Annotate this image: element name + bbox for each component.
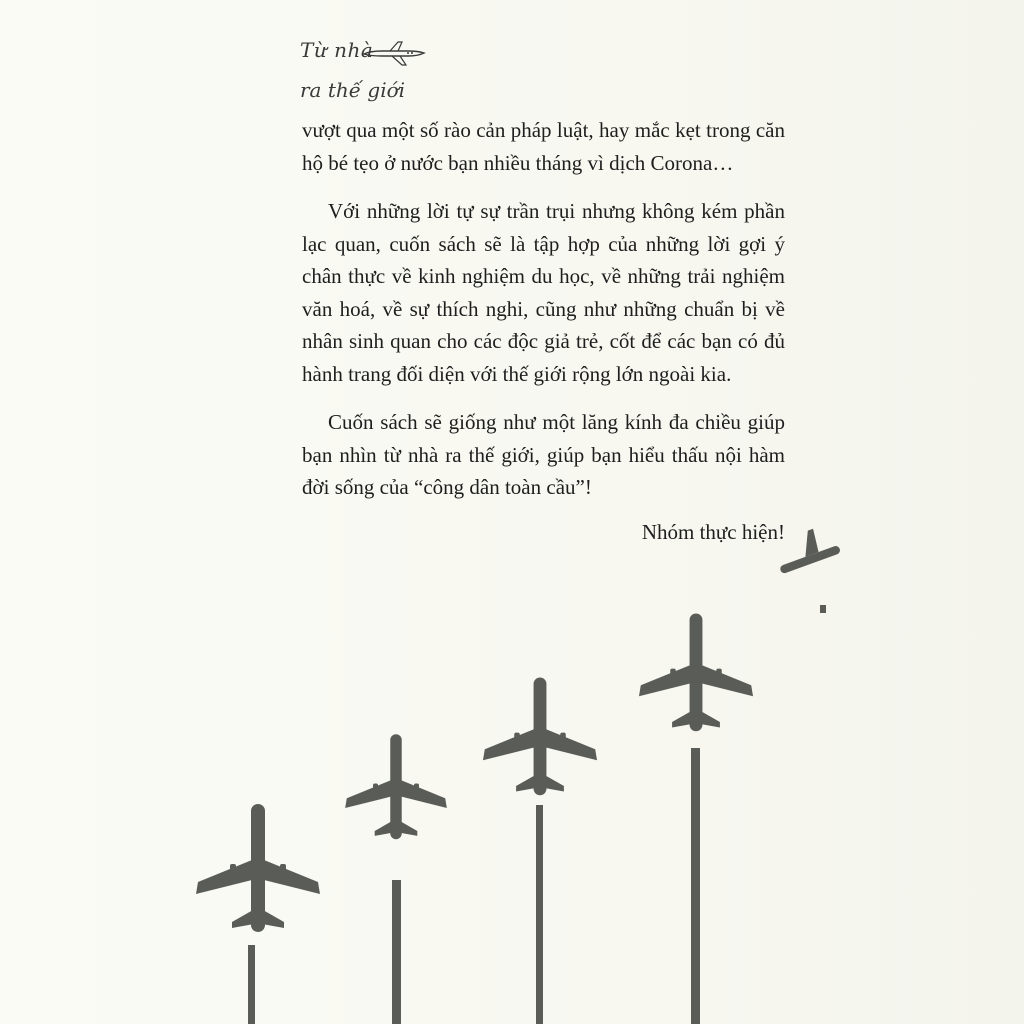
header-line-2: ra thế giới (300, 78, 406, 102)
contrail (392, 880, 401, 1024)
contrail-fragment (820, 605, 826, 613)
signature: Nhóm thực hiện! (641, 519, 785, 544)
contrail (248, 945, 255, 1024)
paragraph-3: Cuốn sách sẽ giống như một lăng kính đa chiều giúp bạn nhìn từ nhà ra thế giới, giúp bạn hiểu thấu nội hàm đời sống của “công dân toàn cầu”! (302, 410, 785, 499)
airplane-icon (771, 523, 841, 575)
contrail (691, 748, 700, 1024)
airplane-icon (483, 677, 597, 795)
airplane-icon (639, 613, 753, 731)
paragraph-1: vượt qua một số rào cản pháp luật, hay mắc kẹt trong căn hộ bé tẹo ở nước bạn nhiều tháng vì dịch Corona… (302, 118, 785, 175)
airplane-icon (345, 734, 447, 839)
paragraph-2: Với những lời tự sự trần trụi nhưng không kém phần lạc quan, cuốn sách sẽ là tập hợp của những lời gợi ý chân thực về kinh nghiệm du học, về những trải nghiệm văn hoá, về sự thích nghi, cũng như những chuẩn bị về nhân sinh quan cho các độc giả trẻ, cốt để các bạn có đủ hành trang đối diện với thế giới rộng lớn ngoài kia. (302, 199, 785, 386)
contrail (536, 805, 543, 1024)
header-line-1: Từ nhà (300, 38, 374, 62)
airplane-icon (196, 804, 320, 932)
